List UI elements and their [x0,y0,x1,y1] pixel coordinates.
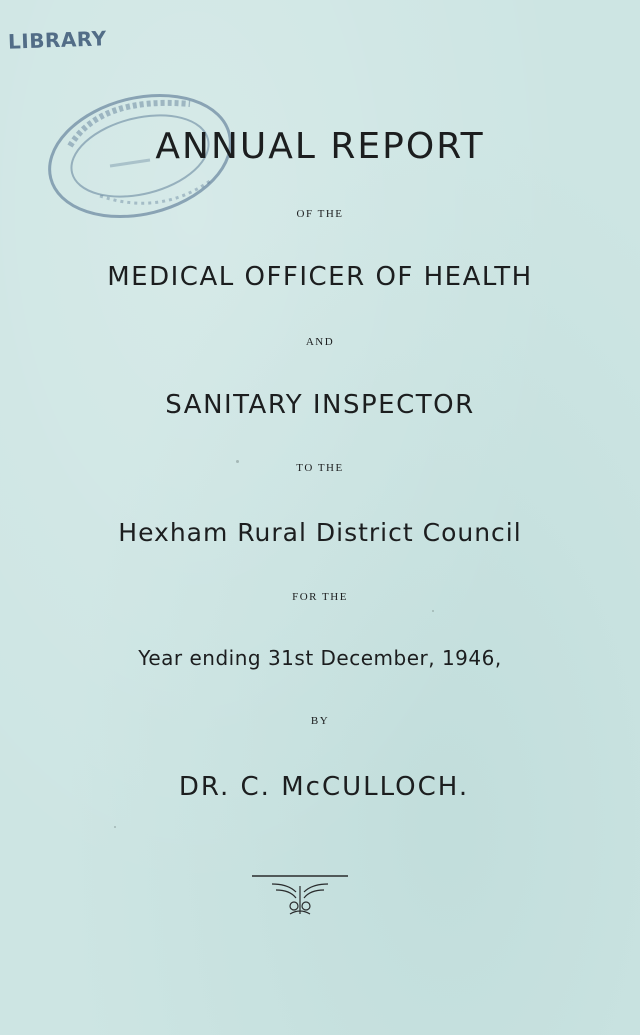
paper-speck [432,610,434,612]
connector-and: AND [305,336,335,348]
fleuron-ornament-icon [250,870,350,920]
sanitary-inspector-heading: SANITARY INSPECTOR [165,390,475,420]
council-name: Hexham Rural District Council [118,518,522,547]
report-title: ANNUAL REPORT [155,126,485,167]
report-year: Year ending 31st December, 1946, [138,646,502,670]
medical-officer-heading: MEDICAL OFFICER OF HEALTH [107,262,533,292]
author-name: DR. C. McCULLOCH. [178,772,470,802]
connector-to-the: TO THE [296,462,344,474]
paper-speck [114,826,116,828]
library-stamp-text: LIBRARY [7,26,107,54]
connector-of-the: OF THE [296,208,344,220]
paper-speck [236,460,239,463]
connector-for-the: FOR THE [292,591,348,603]
connector-by: BY [310,715,330,727]
